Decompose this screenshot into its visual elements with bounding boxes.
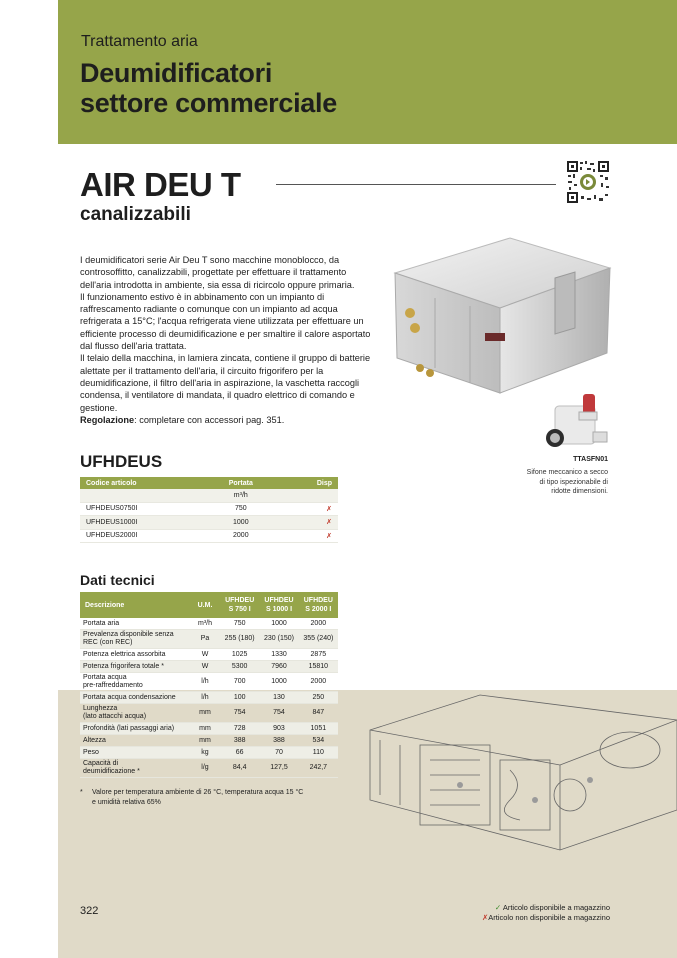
row-unit: l/g (190, 759, 220, 778)
row-description-line-1: Capacità di (83, 760, 119, 767)
col-model-1000 (259, 592, 298, 618)
row-description-line-1: Prevalenza disponibile senza (83, 631, 174, 638)
availability-icon: ✗ (280, 502, 338, 516)
row-value-1000: 1000 (259, 618, 298, 630)
row-value-1000: 388 (259, 735, 298, 747)
row-description-line-2: (lato attacchi acqua) (83, 713, 147, 720)
col-unit: U.M. (190, 592, 220, 618)
units-row (80, 489, 338, 502)
row-value-750: 84,4 (220, 759, 259, 778)
col-model-750 (220, 592, 259, 618)
row-unit: kg (190, 747, 220, 759)
page-headline (80, 58, 337, 118)
row-value-1000: 230 (150) (259, 630, 298, 649)
availability-icon: ✗ (280, 516, 338, 530)
row-description (80, 723, 190, 735)
row-value-1000: 7960 (259, 661, 298, 673)
table-row (80, 735, 338, 747)
internal-components-diagram (360, 690, 677, 890)
row-description-line-1: Portata acqua (83, 674, 127, 681)
table-row (80, 618, 338, 630)
description-paragraph-3: Il telaio della macchina, in lamiera zincata, contiene il gruppo di batterie alettate per il trattamento dell'aria, il circuito frigorifero per la deumidificazione, il filtro dell'aria in aspirazione, la vaschetta raccogli condensa, il ventilatore di mandata, il quadro elettrico di comando e gestione. (80, 353, 371, 413)
row-unit: mm (190, 723, 220, 735)
row-value-750: 700 (220, 673, 259, 692)
title-divider (276, 184, 556, 185)
tech-data-table (80, 592, 338, 778)
legend-available (440, 903, 610, 913)
col-description: Descrizione (80, 592, 190, 618)
series-title: UFHDEUS (80, 452, 163, 471)
footnote-text-1: Valore per temperatura ambiente di 26 °C, temperatura acqua 15 °C (92, 789, 304, 796)
article-codes-table (80, 477, 338, 543)
row-description (80, 630, 190, 649)
row-value-2000: 2000 (299, 618, 338, 630)
table-row (80, 649, 338, 661)
article-code: UFHDEUS0750I (80, 502, 202, 516)
row-value-750: 100 (220, 692, 259, 704)
model-1000-line1: UFHDEU (264, 597, 294, 604)
availability-icon: ✗ (280, 529, 338, 543)
row-description-line-1: Portata aria (83, 619, 120, 627)
row-unit: mm (190, 704, 220, 723)
legend-available-text: Articolo disponibile a magazzino (502, 903, 610, 912)
model-2000-line1: UFHDEU (303, 597, 333, 604)
regulation-text: : completare con accessori pag. 351. (134, 414, 285, 425)
footnote-line-2 (80, 798, 350, 808)
siphon-accessory-image (545, 392, 611, 454)
row-description-line-1: Altezza (83, 736, 106, 744)
table-row (80, 673, 338, 692)
row-value-1000: 130 (259, 692, 298, 704)
table-row (80, 723, 338, 735)
product-description (80, 254, 372, 426)
article-flow: 1000 (202, 516, 280, 530)
row-description (80, 747, 190, 759)
footnote-line-1 (80, 788, 350, 798)
category-label: Trattamento aria (81, 33, 198, 50)
row-value-1000: 754 (259, 704, 298, 723)
row-value-2000: 242,7 (299, 759, 338, 778)
row-description (80, 759, 190, 778)
row-value-750: 754 (220, 704, 259, 723)
row-description-line-1: Peso (83, 748, 99, 756)
table-row (80, 630, 338, 649)
qr-code-icon[interactable] (566, 160, 610, 204)
product-title: AIR DEU T (80, 166, 241, 203)
legend-unavailable-text: Articolo non disponibile a magazzino (488, 913, 610, 922)
row-unit: l/h (190, 673, 220, 692)
regulation-note (80, 414, 372, 426)
row-description (80, 735, 190, 747)
check-icon: ✓ (494, 903, 502, 912)
page-number: 322 (80, 905, 99, 917)
table-row (80, 529, 338, 543)
model-2000-line2: S 2000 I (305, 606, 332, 613)
product-subtitle: canalizzabili (80, 204, 191, 225)
row-description (80, 649, 190, 661)
row-description-line-2: deumidificazione * (83, 768, 140, 775)
legend-unavailable (440, 913, 610, 923)
row-value-2000: 847 (299, 704, 338, 723)
table-row (80, 502, 338, 516)
footnote-star: * (80, 789, 83, 796)
row-description-line-2: REC (con REC) (83, 639, 133, 646)
row-value-1000: 1000 (259, 673, 298, 692)
row-value-750: 66 (220, 747, 259, 759)
model-750-line2: S 750 I (228, 606, 251, 613)
row-value-750: 388 (220, 735, 259, 747)
description-paragraph-1: I deumidificatori serie Air Deu T sono macchine monoblocco, da controsoffitto, canalizzabili, progettate per effettuare il trattamento dell'aria introdotta in ambiente, sia essa di ricircolo oppure primaria. (80, 255, 355, 290)
accessory-desc-line-1: Sifone meccanico a secco (526, 469, 608, 476)
codes-table-header (80, 477, 338, 489)
headline-line-2: settore commerciale (80, 88, 337, 118)
flow-unit: m³/h (202, 489, 280, 502)
accessory-desc-line-3: ridotte dimensioni. (551, 488, 608, 495)
footnote-text-2: e umidità relativa 65% (92, 799, 161, 806)
row-description (80, 661, 190, 673)
row-value-2000: 355 (240) (299, 630, 338, 649)
row-value-2000: 534 (299, 735, 338, 747)
table-row (80, 661, 338, 673)
row-value-750: 255 (180) (220, 630, 259, 649)
row-description-line-2: pre-raffreddamento (83, 682, 143, 689)
row-value-2000: 110 (299, 747, 338, 759)
row-description-line-1: Profondità (lati passaggi aria) (83, 724, 175, 732)
accessory-description (510, 468, 608, 497)
model-750-line1: UFHDEU (225, 597, 255, 604)
row-unit: W (190, 661, 220, 673)
accessory-desc-line-2: di tipo ispezionabile di (539, 478, 608, 486)
row-description (80, 673, 190, 692)
row-value-750: 750 (220, 618, 259, 630)
row-unit: W (190, 649, 220, 661)
article-flow: 750 (202, 502, 280, 516)
row-value-1000: 127,5 (259, 759, 298, 778)
col-flow: Portata (202, 477, 280, 489)
description-paragraph-2: Il funzionamento estivo è in abbinamento con un impianto di raffrescamento radiante o comunque con un impianto ad acqua refrigerata a 15°C; l'acqua refrigerata viene utilizzata per effettuare un efficiente processo di deumidificazione e per smaltire il calore asportato dal flusso dell'aria trattata. (80, 291, 371, 352)
row-unit: mm (190, 735, 220, 747)
row-description-line-1: Potenza elettrica assorbita (83, 650, 166, 658)
article-flow: 2000 (202, 529, 280, 543)
row-description (80, 704, 190, 723)
row-value-750: 728 (220, 723, 259, 735)
tech-data-title: Dati tecnici (80, 572, 155, 588)
headline-line-1: Deumidificatori (80, 58, 273, 88)
row-value-2000: 250 (299, 692, 338, 704)
row-value-1000: 70 (259, 747, 298, 759)
article-code: UFHDEUS1000I (80, 516, 202, 530)
table-row (80, 704, 338, 723)
row-value-2000: 2875 (299, 649, 338, 661)
row-unit: Pa (190, 630, 220, 649)
x-icon: ✗ (481, 913, 489, 922)
article-code: UFHDEUS2000I (80, 529, 202, 543)
col-availability: Disp (280, 477, 338, 489)
row-value-2000: 2000 (299, 673, 338, 692)
row-description-line-1: Lunghezza (83, 705, 118, 712)
table-row (80, 516, 338, 530)
availability-legend (440, 903, 610, 923)
table-row (80, 747, 338, 759)
row-unit: l/h (190, 692, 220, 704)
row-description-line-1: Potenza frigorifera totale * (83, 662, 164, 670)
model-1000-line2: S 1000 I (265, 606, 293, 613)
col-code: Codice articolo (80, 477, 202, 489)
row-value-750: 5300 (220, 661, 259, 673)
row-value-1000: 903 (259, 723, 298, 735)
row-description-line-1: Portata acqua condensazione (83, 693, 176, 701)
col-model-2000 (299, 592, 338, 618)
tech-table-header (80, 592, 338, 618)
table-row (80, 692, 338, 704)
row-value-1000: 1330 (259, 649, 298, 661)
regulation-label: Regolazione (80, 414, 135, 425)
table-row (80, 759, 338, 778)
accessory-code: TTASFN01 (573, 456, 608, 463)
row-description (80, 692, 190, 704)
left-margin (0, 0, 58, 958)
footnote (80, 788, 350, 808)
row-unit: m³/h (190, 618, 220, 630)
row-value-2000: 15810 (299, 661, 338, 673)
row-description (80, 618, 190, 630)
row-value-2000: 1051 (299, 723, 338, 735)
row-value-750: 1025 (220, 649, 259, 661)
